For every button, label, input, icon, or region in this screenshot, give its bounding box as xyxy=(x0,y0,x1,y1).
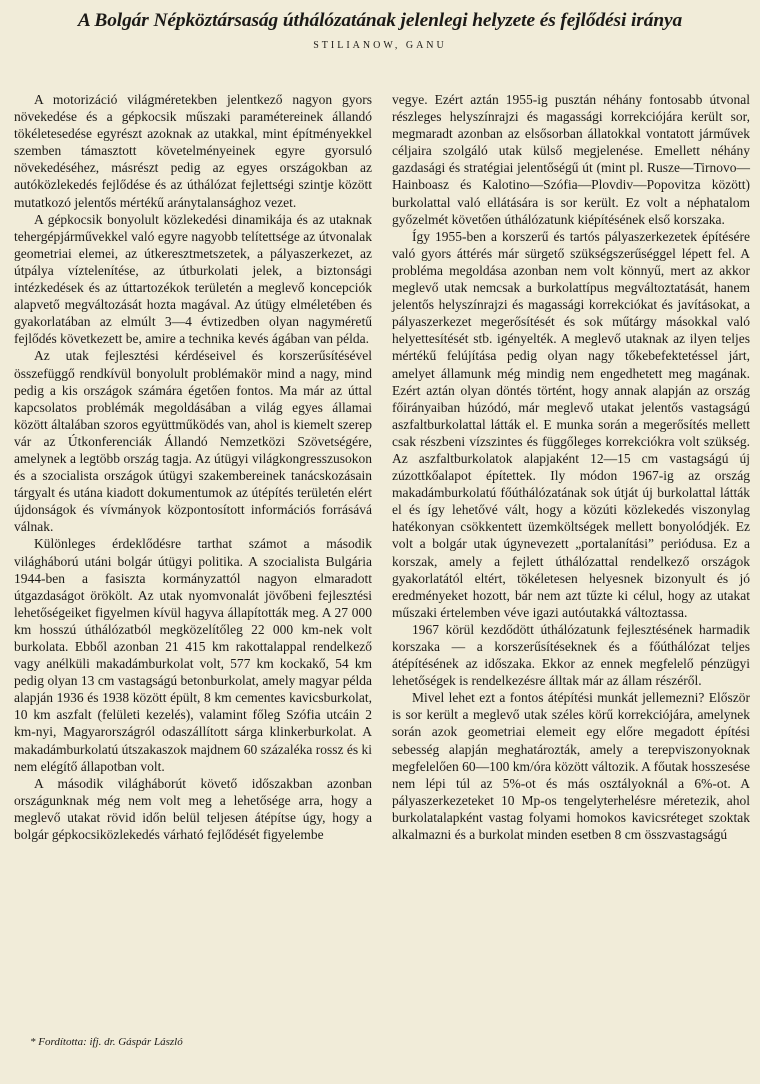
paragraph: A motorizáció világméretekben jelentkező nagyon gyors növekedése és a gépkocsik műszaki paramétereinek állandó tökéletesedése egyrészt azoknak az utakkal, mint építményekkel szemben támasztott követelményeinek egyre gyorsuló növekedéséhez, másrészt pedig az egyes országokban az autóközlekedés fejlődése és az úthálózat fejlettségi szintje között mutatkozó jelentős mértékű aránytalansághoz vezet. xyxy=(14,92,372,210)
right-column xyxy=(392,91,750,843)
paragraph: vegye. Ezért aztán 1955-ig pusztán néhány fontosabb útvonal részleges helyszínrajzi és magassági korrekciójára került sor, megmaradt azonban az elsősorban állatokkal vontatott járművek céljaira szolgáló utak külső megjelenése. Emellett néhány gazdasági és stratégiai jelentőségű út (mint pl. Rusze—Tirnovo—Hainboasz és Kalotino—Szófia—Plovdiv—Popovitza között) burkolattal való ellátására is sor került. Ez volt a néphatalom győzelmét követően úthálózatunk kiépítésének első korszaka. xyxy=(392,92,750,227)
article-authors: STILIANOW, GANU xyxy=(313,40,447,51)
paragraph: 1967 körül kezdődött úthálózatunk fejlesztésének harmadik korszaka — a korszerűsítéseknek és a főúthálózat teljes átépítésének az időszaka. Ekkor az ennek megfelelő pénzügyi lehetőségek is rendelkezésre álltak már az állam részéről. xyxy=(392,621,750,689)
left-column xyxy=(14,91,372,843)
paragraph: A második világháborút követő időszakban azonban országunknak még nem volt meg a lehetősége arra, hogy a meglevő utakat rövid időn belül teljesen átépítse úgy, hogy a bolgár gépkocsiközlekedés várható fejlődését figyelembe xyxy=(14,775,372,843)
paragraph: Mivel lehet ezt a fontos átépítési munkát jellemezni? Először is sor került a meglevő utak széles körű korrekciójára, amelynek során azok geometriai elemeit egy előre megadott építési sebesség alapján meghatározták, amely a terepviszonyoknak megfelelően 60—100 km/óra között változik. A főutak hosszesése nem lépi túl az 5%-ot és más osztályoknál a 6%-ot. A pályaszerkezeteket 10 Mp-os tengelyterhelésre méretezik, ahol burkolatalapként vastag folyami homokos kavicsréteget szoktak alkalmazni és a burkolat minden esetben 8 cm összvastagságú xyxy=(392,690,750,843)
paragraph: Különleges érdeklődésre tarthat számot a második világháború utáni bolgár útügyi politika. A szocialista Bulgária 1944-ben a fasiszta kormányzattól nagyon elmaradott útgazdaságot örökölt. Az utak nyomvonalát jövőbeni fejlesztési lehetőségeiket figyelmen kívül hagyva állapították meg. A 27 000 km hosszú úthálózatból megközelítőleg 22 000 km-nek volt burkolata. Ebből azonban 21 415 km rakottalappal rendelkező vagy anélküli makadámburkolat volt, 577 km kockakő, 54 km pedig olyan 13 cm vastagságú betonburkolat, amely magyar példa alapján 1936 és 1938 között épült, 8 km cementes kavicsburkolat, 10 km aszfalt (felületi kezelés), valamint főleg Szófia utcáin 2 km-nyi, Magyarországról odaszállított sárga klinkerburkolat. A makadámburkolatú útszakaszok majdnem 60 százaléka rossz és ki nem elégítő állapotban volt. xyxy=(14,536,373,774)
translator-footnote: * Fordította: ifj. dr. Gáspár László xyxy=(30,1036,183,1048)
paragraph: A gépkocsik bonyolult közlekedési dinamikája és az utaknak tehergépjárművekkel való egyre nagyobb telítettsége az útvonalak geometriai elemei, az útkeresztmetszetek, a pályaszerkezet, az útpálya víztelenítése, az útburkolati jelek, a biztonsági intézkedések és az úttartozékok területén a meglevő koncepciók alapvető megváltozását hozta magával. Az útügy elméletében és gyakorlatában az elmúlt 3—4 évtizedben olyan nagyméretű fejlődés következett be, amire a technika kevés ágában van példa. xyxy=(14,211,372,347)
article-title: A Bolgár Népköztársaság úthálózatának jelenlegi helyzete és fejlődési iránya xyxy=(77,10,683,31)
paragraph: Az utak fejlesztési kérdéseivel és korszerűsítésével összefüggő rendkívül bonyolult problémakör mind a nagy, mind pedig a kis országok számára égetően fontos. Ma már az úttal kapcsolatos problémák megoldásában a világ egyes államai között általában szoros együttműködés van, ahol is kiemelt szerep vár az Útkonferenciák Állandó Nemzetközi Szövetségére, amelynek a legtöbb ország tagja. Az útügyi világkongresszusokon és a szocialista országok útügyi szakembereinek tanácskozásain tárgyalt és utána kiadott dokumentumok az útépítés területén elért újdonságok és vívmányok központosított információs forrásává válnak. xyxy=(14,348,372,535)
paragraph: Így 1955-ben a korszerű és tartós pályaszerkezetek építésére való gyors áttérés már sürgető szükségszerűséggel lépett fel. A probléma megoldása azonban nem volt könnyű, mert az akkor meglevő utak nemcsak a burkolattípus megváltoztatását, hanem jelentős helyszínrajzi és magassági korrekciókat és javításokat, a pályaszerkezet megerősítését és sok műtárgy másokkal való helyettesítését stb. igényelték. A meglevő utaknak az ilyen teljes mértékű felújítása pedig olyan nagy tőkebefektetéssel járt, amelyet államunk még mindig nem engedhetett meg magának. Ezért aztán olyan döntés történt, hogy annak alapján az ország főirányaiban húzódó, már meglevő utakat jelentős vastagságú aszfaltburkolattal látták el. E munka során a megerősítés mellett csak részbeni vízszintes és függőleges korrekciókra volt szükség. Az aszfaltburkolatok alapjaként 12—15 cm vastagságú új zúzottkőalapot építettek. Ily módon 1967-ig az ország makadámburkolatú főúthálózatának sok útját új burkolattal látták el és így lehetővé vált, hogy a közúti közlekedés viszonylag hatékonyan csökkentett üzemköltségek mellett bonyolódjék. Ez volt a bolgár utak úgynevezett „portalanítási” periódusa. Ez a korszak, amely a fejlett úthálózattal rendelkező országok gyakorlatától eltért, tökéletesen helyesnek bizonyult és jó eredményeket hozott, bár nem azt tűzte ki célul, hogy az utakat műszaki értelemben véve igazi autóutakká változtassa. xyxy=(392,228,750,620)
